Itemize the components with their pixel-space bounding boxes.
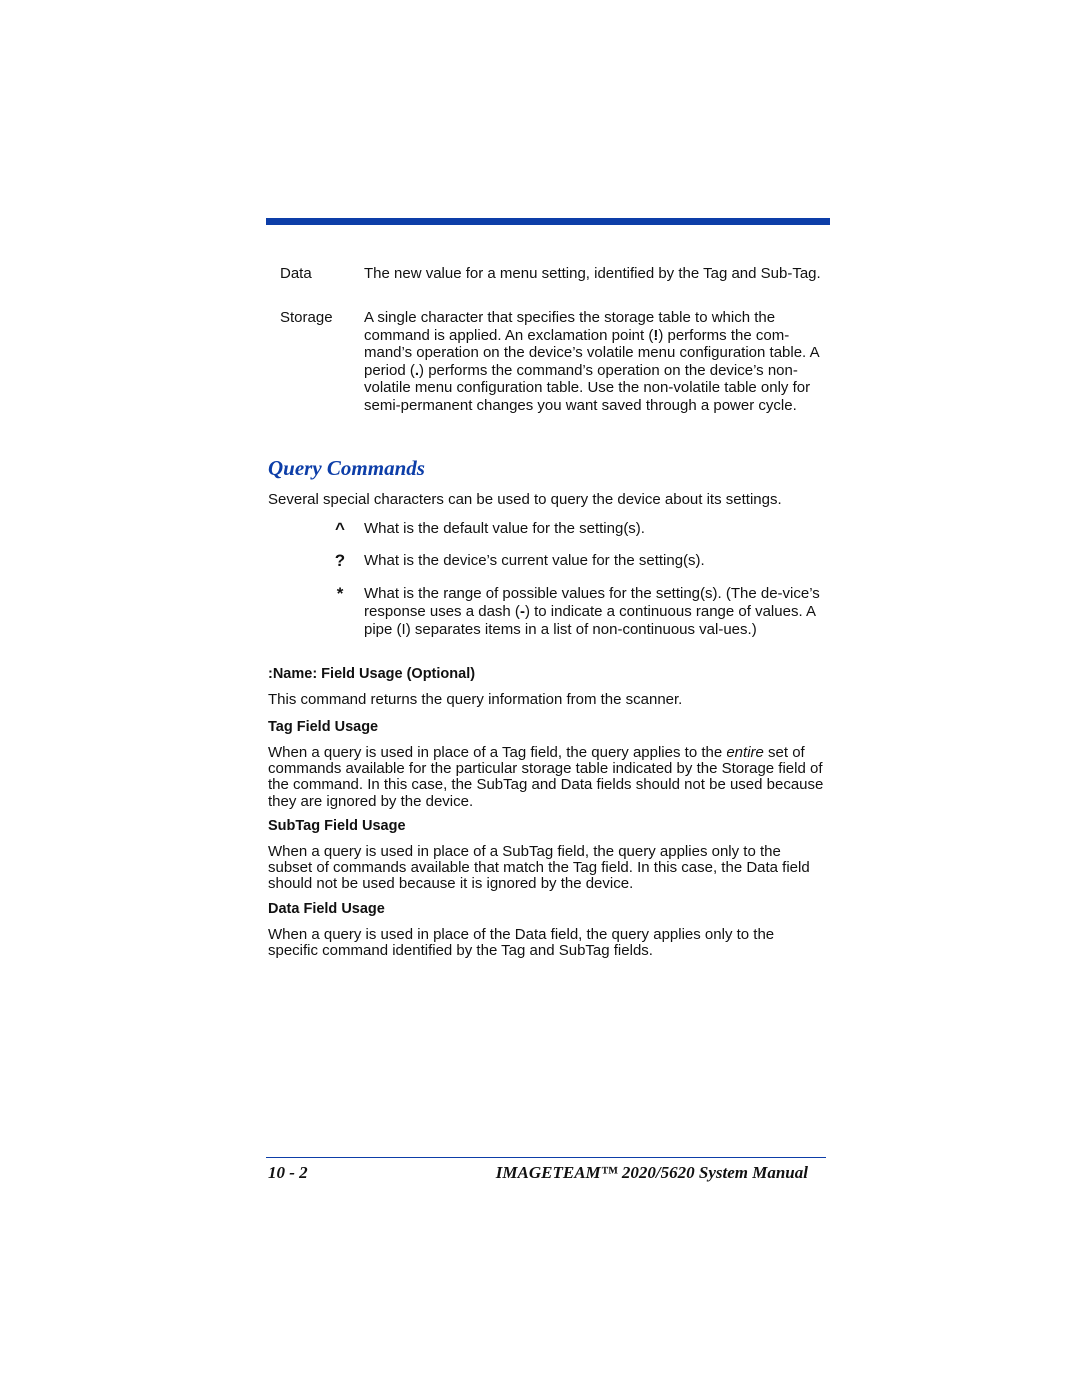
query-symbol: ? (334, 551, 346, 570)
footer-rule (266, 1157, 826, 1158)
subtag-field-text: When a query is used in place of a SubTag field, the query applies only to the subset of commands available that match the Tag field. In this case, the Data field should not be used because it is ignored by the device. (268, 843, 810, 893)
tag-field-heading: Tag Field Usage (268, 719, 379, 735)
tag-field-text: When a query is used in place of a Tag field, the query applies to the entire set of commands available for the particular storage table indicated by the Storage field of the command. In this case, the SubTag and Data fields should not be used because they are ignored by the device. (268, 744, 824, 810)
definition-text: The new value for a menu setting, identified by the Tag and Sub-Tag. (364, 265, 821, 282)
definition-text: A single character that specifies the storage table to which the command is applied. An exclamation point (!) performs the com-mand’s operation on the device’s volatile menu configuration table. A period (.) performs the command’s operation on the device’s non-volatile menu configuration table. Use the non-volatile table only for semi-permanent changes you want saved through a power cycle. (364, 309, 819, 414)
query-description: What is the device’s current value for the setting(s). (364, 552, 705, 569)
query-symbol: * (336, 584, 344, 603)
data-field-text: When a query is used in place of the Data field, the query applies only to the specific command identified by the Tag and SubTag fields. (268, 926, 775, 960)
query-description: What is the range of possible values for the setting(s). (The de-vice’s response uses a dash (-) to indicate a continuous range of values. A pipe (I) separates items in a list of non-continuous val-ues.) (364, 585, 820, 638)
query-description: What is the default value for the setting(s). (364, 520, 645, 537)
manual-title: IMAGETEAM™ 2020/5620 System Manual (495, 1163, 808, 1182)
header-rule (266, 218, 830, 225)
page-number: 10 - 2 (268, 1163, 308, 1182)
subtag-field-heading: SubTag Field Usage (268, 818, 406, 834)
section-title: Query Commands (268, 456, 425, 480)
query-symbol: ^ (335, 519, 345, 538)
data-field-heading: Data Field Usage (268, 901, 385, 917)
name-field-text: This command returns the query information from the scanner. (268, 691, 683, 708)
definition-term: Storage (280, 309, 333, 326)
definition-term: Data (280, 265, 312, 282)
intro-paragraph: Several special characters can be used to query the device about its settings. (268, 491, 782, 508)
name-field-heading: :Name: Field Usage (Optional) (268, 666, 476, 682)
